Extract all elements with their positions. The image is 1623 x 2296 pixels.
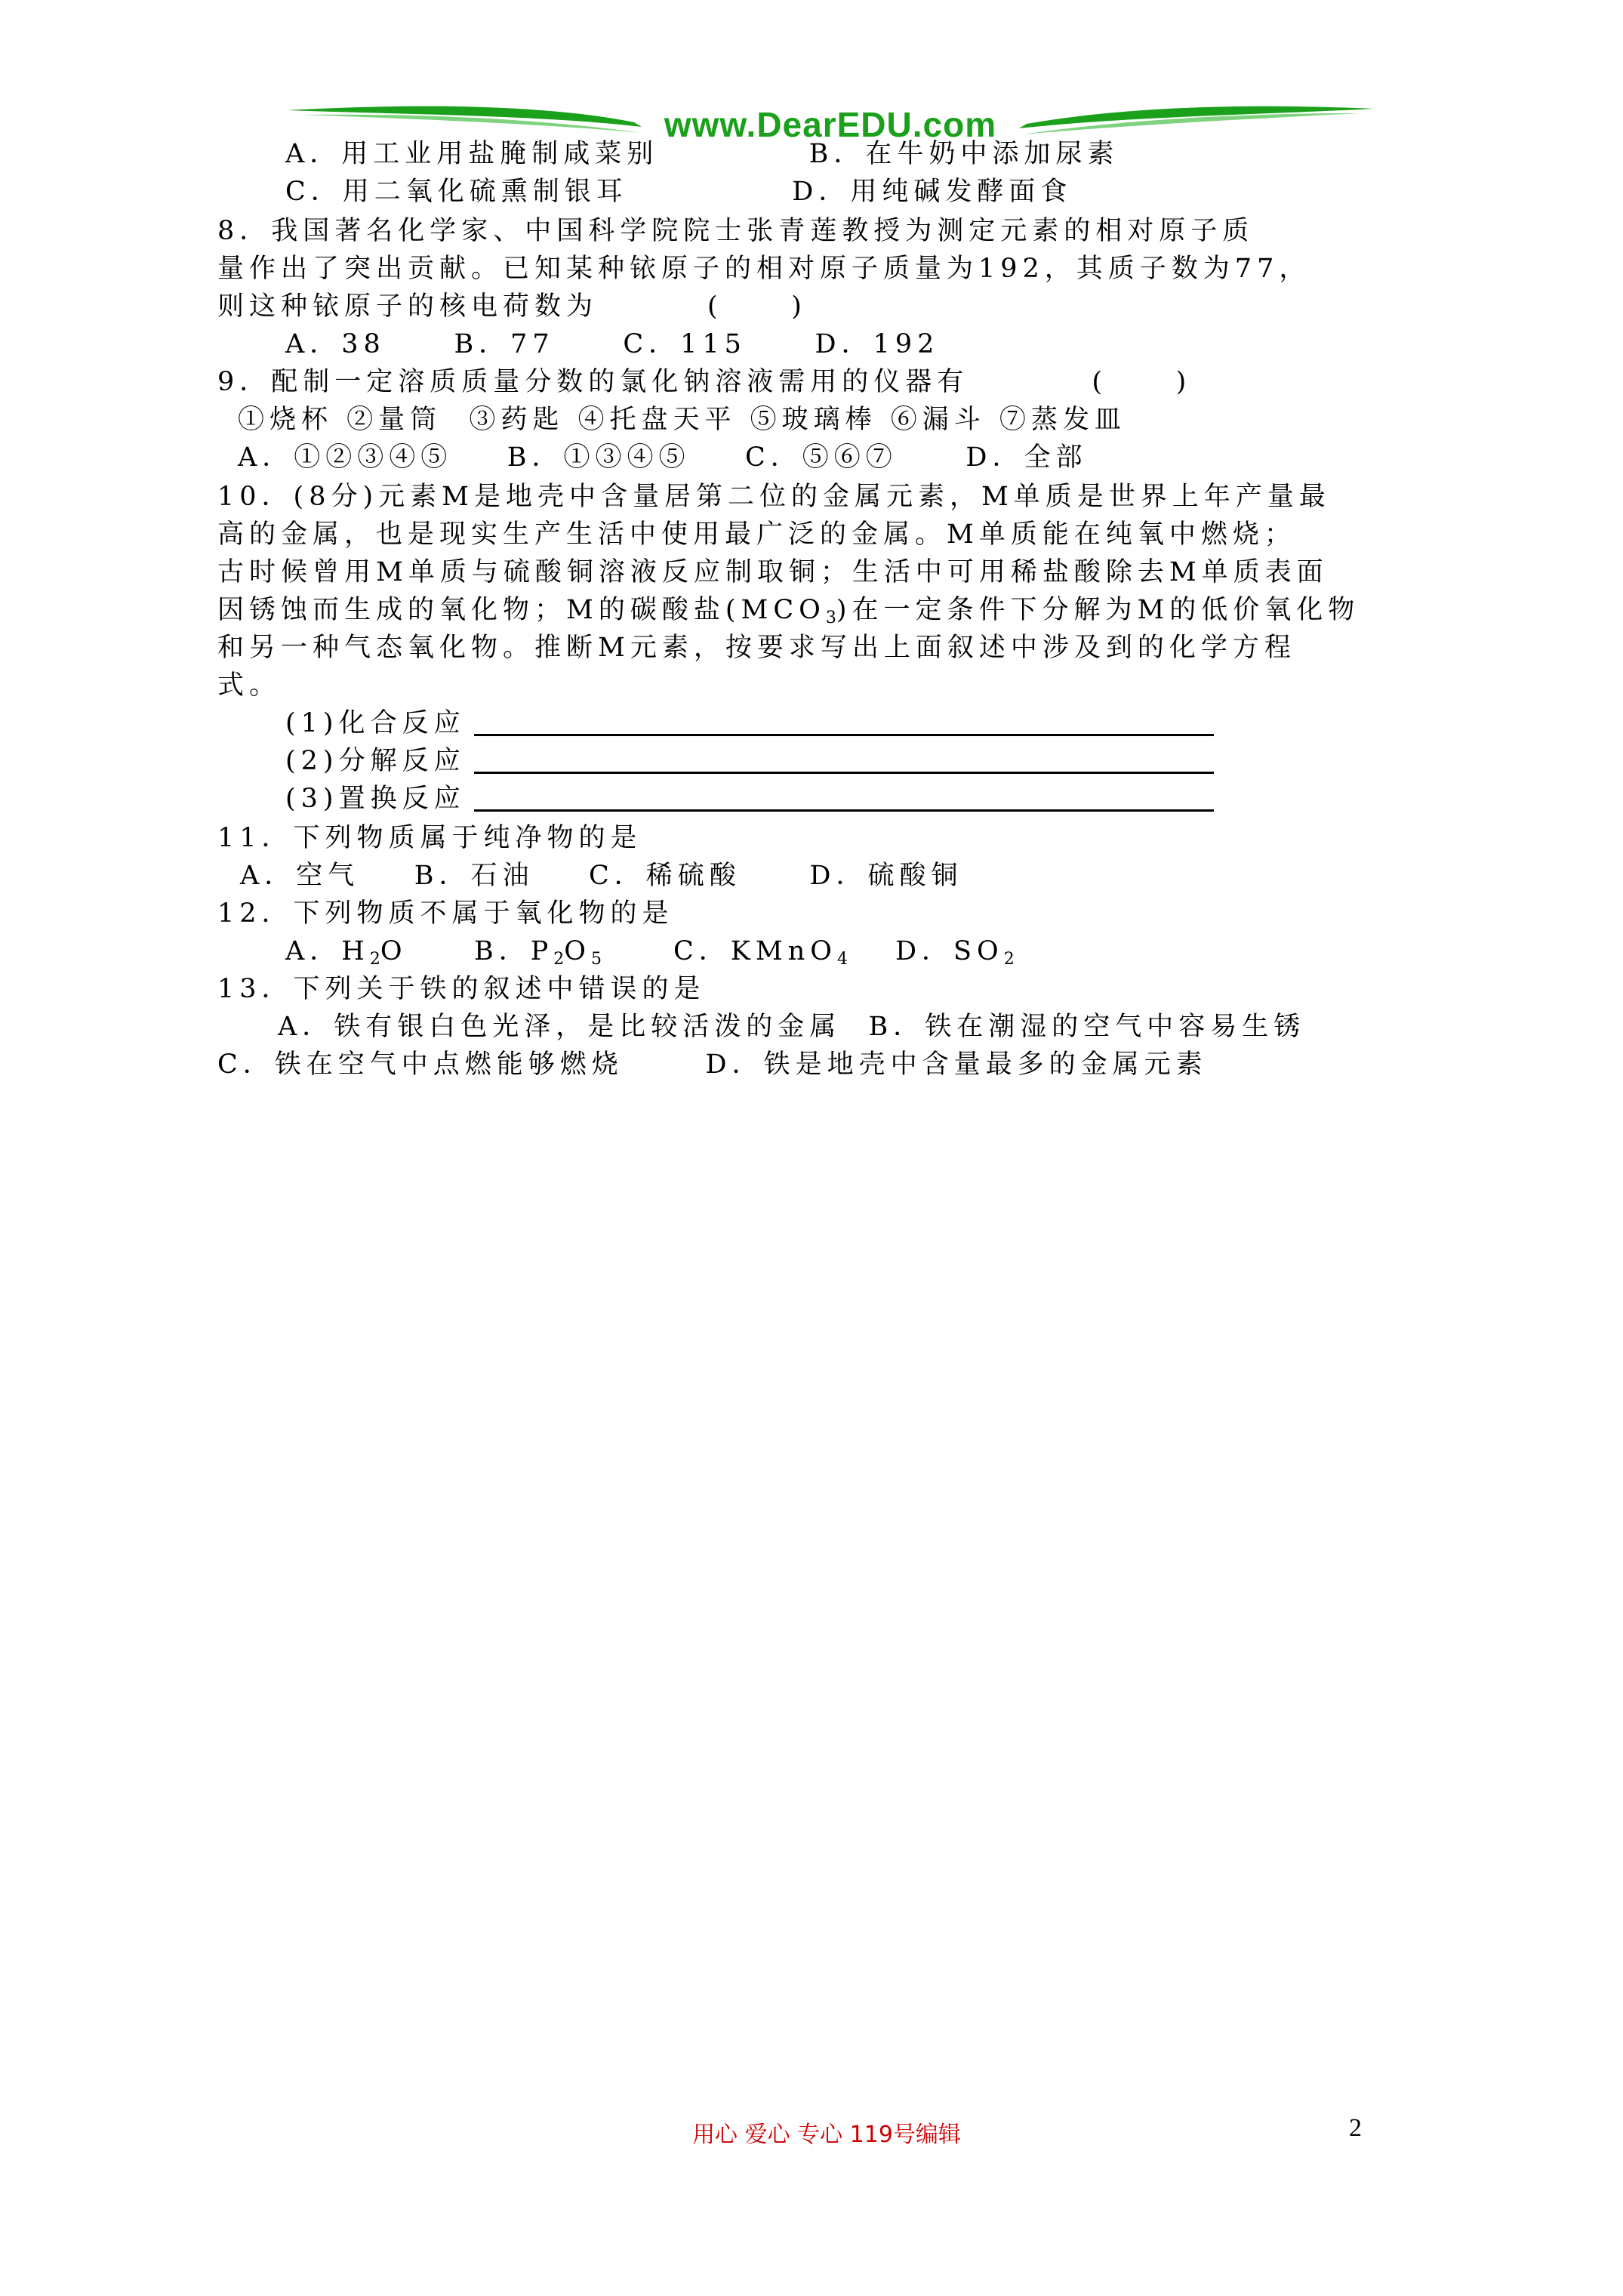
q10-part-2-answer-line [474,772,1214,774]
page-number: 2 [1349,2114,1362,2142]
q9-options: A．①②③④⑤ B．①③④⑤ C．⑤⑥⑦ D．全部 [238,442,1088,473]
q8-options: A．38 B．77 C．115 D．192 [285,329,940,359]
q10-line-5: 和另一种气态氧化物。推断M元素，按要求写出上面叙述中涉及到的化学方程 [217,633,1296,663]
q13-options-cd: C．铁在空气中点燃能够燃烧 D．铁是地壳中含量最多的金属元素 [217,1049,1208,1080]
q10-line-4: 因锈蚀而生成的氧化物；M的碳酸盐$(MCO_3)$在一定条件下分解为M的低价氧化物 [217,595,1360,627]
q8-line-1: 8．我国著名化学家、中国科学院院士张青莲教授为测定元素的相对原子质 [217,216,1255,246]
q10-part-1-label: (1)化合反应 [285,708,466,738]
q11-stem: 11．下列物质属于纯净物的是 [217,823,642,853]
q7-options-ab: A．用工业用盐腌制咸菜别 B．在牛奶中添加尿素 [285,139,1119,169]
q8-line-2: 量作出了突出贡献。已知某种铱原子的相对原子质量为192，其质子数为77， [217,254,1311,284]
q10-line-1: 10．(8分)元素M是地壳中含量居第二位的金属元素，M单质是世界上年产量最 [217,482,1331,512]
q12-option-c: C．KMnO$_4$ [673,936,848,969]
site-logo-text: www.DearEDU.com [664,105,997,144]
footer-editor-note: 用心 爱心 专心 119号编辑 [692,2122,961,2148]
q12-option-a: A．$H_2O$ [285,936,408,969]
q10-part-1-answer-line [474,734,1214,736]
q10-part-3-label: (3)置换反应 [285,784,466,814]
q13-options-ab: A．铁有银白色光泽，是比较活泼的金属 B．铁在潮湿的空气中容易生锈 [278,1012,1306,1042]
q9-items: ①烧杯 ②量筒 ③药匙 ④托盘天平 ⑤玻璃棒 ⑥漏斗 ⑦蒸发皿 [238,405,1126,435]
q11-options: A．空气 B．石油 C．稀硫酸 D．硫酸铜 [240,861,963,891]
q7-options-cd: C．用二氧化硫熏制银耳 D．用纯碱发酵面食 [285,177,1073,207]
q12-option-b: B．$P_2O_5$ [474,936,602,969]
q9-line-1: 9．配制一定溶质质量分数的氯化钠溶液需用的仪器有 ( ) [217,367,1192,397]
q10-line-6: 式。 [217,670,282,701]
q10-line-2: 高的金属，也是现实生产生活中使用最广泛的金属。M单质能在纯氧中燃烧； [217,519,1296,550]
q10-part-2-label: (2)分解反应 [285,746,466,776]
q10-part-3-answer-line [474,809,1214,812]
q12-option-d: D．$SO_2$ [895,936,1015,969]
q10-line-3: 古时候曾用M单质与硫酸铜溶液反应制取铜；生活中可用稀盐酸除去M单质表面 [217,557,1329,587]
q13-stem: 13．下列关于铁的叙述中错误的是 [217,974,706,1004]
q8-line-3: 则这种铱原子的核电荷数为 ( ) [217,291,807,322]
q12-stem: 12．下列物质不属于氧化物的是 [217,898,674,929]
